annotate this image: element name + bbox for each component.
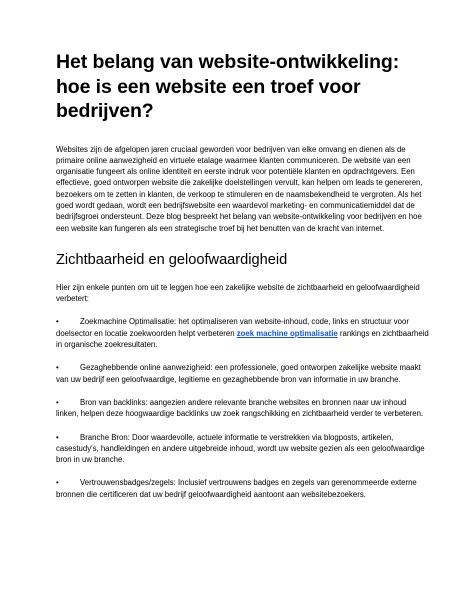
seo-link[interactable]: zoek machine optimalisatie: [236, 328, 338, 338]
bullet-icon: •: [56, 397, 59, 407]
list-item: [56, 432, 430, 466]
bullet-text: Zoekmachine Optimalisatie: het optimaliseren van website-inhoud, code, links en structuur voor doelsector en locatie zoekwoorden helpt verbeteren: [56, 317, 409, 338]
bullet-text: Branche Bron: Door waardevolle, actuele informatie te verstrekken via blogposts, artikelen, casestudy's, handleidingen en andere uitgebreide inhoud, wordt uw website gezien als een geloofwaardige bron in uw branche.: [56, 432, 425, 465]
list-item: [56, 397, 430, 420]
intro-paragraph: Websites zijn de afgelopen jaren cruciaal geworden voor bedrijven van elke omvang en dienen als de primaire online aanwezigheid en virtuele etalage waarmee klanten communiceren. De website van een organisatie fungeert als online identiteit en eerste indruk voor potentiële klanten en opdrachtgevers. Een effectieve, goed ontworpen website die zakelijke doelstellingen vervult, kan helpen om leads te genereren, bezoekers om te zetten in klanten, de verkoop te stimuleren en de naamsbekendheid te vergroten. Als het goed wordt gedaan, wordt een bedrijfswebsite een waardevol marketing- en communicatiemiddel dat de bedrijfsgroei ondersteunt. Deze blog bespreekt het belang van website-ontwikkeling voor bedrijven en hoe een website kan fungeren als een strategische troef bij het benutten van de kracht van internet.: [56, 144, 423, 233]
bullet-icon: •: [56, 363, 59, 373]
list-item: [56, 362, 430, 385]
section-intro: Hier zijn enkele punten om uit te leggen hoe een zakelijke website de zichtbaarheid en geloofwaardigheid verbetert:: [56, 282, 420, 304]
section-heading: Zichtbaarheid en geloofwaardigheid: [56, 251, 288, 268]
document-page: [56, 50, 430, 512]
list-item: [56, 316, 430, 350]
bullet-list: [56, 316, 430, 500]
bullet-text-continued: rankings en zichtbaarheid in organische zoekresultaten.: [56, 328, 429, 350]
bullet-icon: •: [56, 317, 59, 327]
bullet-icon: •: [56, 478, 59, 488]
list-item: [56, 477, 430, 500]
bullet-text: Gezaghebbende online aanwezigheid: een professionele, goed ontworpen zakelijke website maakt van uw bedrijf een geloofwaardige, legitieme en gezaghebbende bron van informatie in uw branche.: [56, 363, 421, 384]
bullet-text: Bron van backlinks: aangezien andere relevante branche websites en bronnen naar uw inhoud linken, helpen deze hoogwaardige backlinks uw zoek rangschikking en zichtbaarheid verder te verbeteren.: [56, 397, 424, 419]
document-title: Het belang van website-ontwikkeling: hoe is een website een troef voor bedrijven?: [56, 51, 400, 122]
bullet-icon: •: [56, 432, 59, 442]
bullet-text: Vertrouwensbadges/zegels: Inclusief vertrouwens badges en zegels van gerenommeerde externe bronnen die certificeren dat uw bedrijf geloofwaardigheid aantoont aan websitebezoekers.: [56, 478, 417, 499]
